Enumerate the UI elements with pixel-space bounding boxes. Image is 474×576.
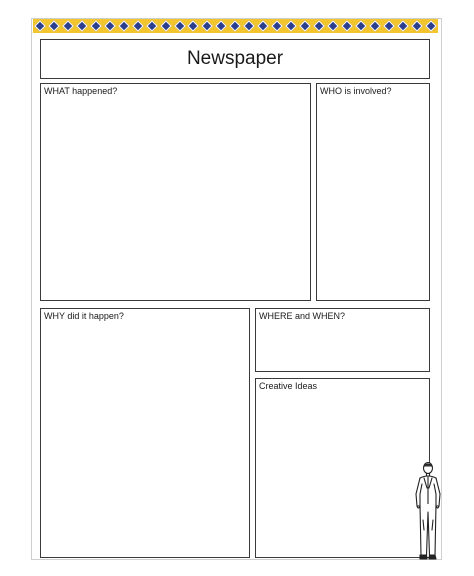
- creative-ideas-box: [255, 378, 430, 558]
- pattern-diamond: [216, 20, 227, 31]
- title-box: [40, 39, 430, 79]
- who-involved-box: [316, 83, 430, 301]
- standing-man-icon: [411, 460, 445, 562]
- pattern-diamond: [411, 20, 422, 31]
- where-when-label: WHERE and WHEN?: [259, 311, 346, 321]
- pattern-diamond: [355, 20, 366, 31]
- why-happen-label: WHY did it happen?: [44, 311, 124, 321]
- pattern-diamond: [244, 20, 255, 31]
- pattern-diamond: [272, 20, 283, 31]
- pattern-diamond: [258, 20, 269, 31]
- pattern-diamond: [299, 20, 310, 31]
- pattern-diamond: [160, 20, 171, 31]
- pattern-diamond: [341, 20, 352, 31]
- why-happen-box: [40, 308, 250, 558]
- who-involved-label: WHO is involved?: [320, 86, 392, 96]
- pattern-diamond: [76, 20, 87, 31]
- what-happened-box: [40, 83, 311, 301]
- creative-ideas-label: Creative Ideas: [259, 381, 318, 391]
- pattern-diamond: [285, 20, 296, 31]
- pattern-diamond: [48, 20, 59, 31]
- pattern-diamond: [104, 20, 115, 31]
- pattern-diamond: [313, 20, 324, 31]
- pattern-diamond: [132, 20, 143, 31]
- decorative-pattern-strip: [33, 19, 438, 33]
- pattern-diamond: [188, 20, 199, 31]
- pattern-diamond: [230, 20, 241, 31]
- page-title: Newspaper: [186, 48, 284, 69]
- pattern-diamond: [327, 20, 338, 31]
- where-when-box: [255, 308, 430, 372]
- pattern-diamond: [174, 20, 185, 31]
- pattern-diamond: [369, 20, 380, 31]
- pattern-diamond: [146, 20, 157, 31]
- pattern-diamond: [90, 20, 101, 31]
- pattern-diamond: [383, 20, 394, 31]
- pattern-diamond: [202, 20, 213, 31]
- pattern-diamond: [425, 20, 436, 31]
- pattern-diamond: [34, 20, 45, 31]
- pattern-diamond: [118, 20, 129, 31]
- pattern-diamond: [397, 20, 408, 31]
- what-happened-label: WHAT happened?: [44, 86, 118, 96]
- pattern-diamond: [62, 20, 73, 31]
